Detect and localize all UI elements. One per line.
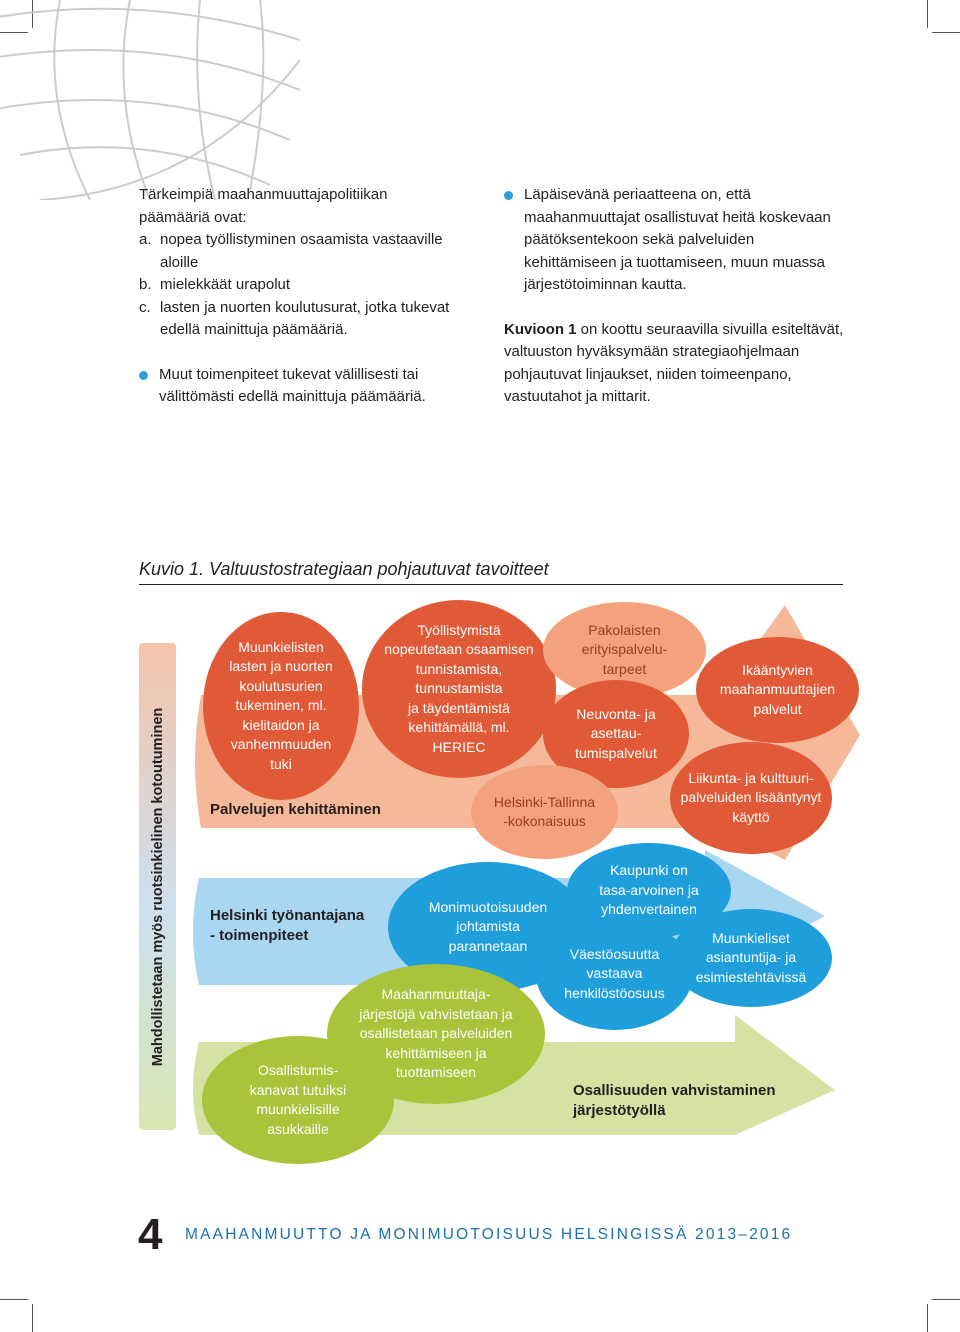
bullet-item <box>504 184 844 297</box>
globe-graphic <box>0 0 300 200</box>
publication-title: MAAHANMUUTTO JA MONIMUOTOISUUS HELSINGISSÄ 2013–2016 <box>185 1226 793 1243</box>
goal-ellipse: Helsinki-Tallinna -kokonaisuus <box>471 765 618 859</box>
bullet-icon <box>504 191 513 200</box>
bullet-text: Muut toimenpiteet tukevat välillisesti tai välittömästi edellä mainittuja päämääriä. <box>159 365 426 405</box>
goal-ellipse: Ikääntyvien maahanmuuttajien palvelut <box>696 637 859 743</box>
figure-divider <box>139 584 843 585</box>
figure-reference: Kuvioon 1 <box>504 320 577 338</box>
crop-mark <box>932 1299 960 1300</box>
vertical-label: Mahdollistetaan myös ruotsinkielinen kotoutuminen <box>149 707 166 1066</box>
list-text: lasten ja nuorten koulutusurat, jotka tukevat edellä mainittuja päämääriä. <box>160 298 450 338</box>
goal-ellipse: Muunkielisten lasten ja nuorten koulutusurien tukeminen, ml. kielitaidon ja vanhemmuuden tuki <box>203 612 359 800</box>
page-number: 4 <box>138 1210 163 1259</box>
vertical-side-bar <box>139 643 176 1130</box>
crop-mark <box>927 0 928 28</box>
list-letter: c. <box>139 298 151 316</box>
figure-intro <box>504 319 844 409</box>
goal-ellipse: Liikunta- ja kulttuuri- palveluiden lisääntynyt käyttö <box>670 742 832 854</box>
intro-text: Tärkeimpiä maahanmuuttajapolitiikan päämääriä ovat: <box>139 186 388 226</box>
list-letter: b. <box>139 276 152 293</box>
goal-ellipse: Kaupunki on tasa-arvoinen ja yhdenvertainen <box>567 843 731 938</box>
bullet-item <box>139 364 459 409</box>
figure-title: Kuvio 1. Valtuustostrategiaan pohjautuvat tavoitteet <box>139 559 549 579</box>
list-item <box>139 297 459 342</box>
goal-ellipse: Muunkieliset asiantuntija- ja esimiestehtävissä <box>670 909 832 1007</box>
bullet-icon <box>139 371 148 380</box>
figure-intro-text: on koottu seuraavilla sivuilla esiteltävät, valtuuston hyväksymään strategiaohjelmaan pohjautuvat linjaukset, niiden toimeenpano, vastuutahot ja mittarit. <box>504 320 844 405</box>
band-label-participation: Osallisuuden vahvistaminen järjestötyöllä <box>573 1082 776 1119</box>
goal-ellipse: Neuvonta- ja asettau- tumispalvelut <box>543 680 689 788</box>
list-letter: a. <box>139 231 152 248</box>
crop-mark <box>32 1304 33 1332</box>
right-column <box>504 184 844 409</box>
list-text: nopea työllistyminen osaamista vastaaville aloille <box>160 231 443 271</box>
crop-mark <box>0 1299 28 1300</box>
goal-ellipse: Pakolaisten erityispalvelu- tarpeet <box>543 602 706 698</box>
goal-ellipse: Väestöosuutta vastaava henkilöstöosuus <box>536 918 693 1030</box>
left-column <box>139 184 459 409</box>
goal-ellipse: Työllistymistä nopeutetaan osaamisen tunnistamista, tunnustamista ja täydentämistä kehittämällä, ml. HERIEC <box>362 600 556 778</box>
list-text: mielekkäät urapolut <box>160 276 291 293</box>
goal-ellipse: Monimuotoisuuden johtamista parannetaan <box>388 862 588 992</box>
crop-mark <box>932 32 960 33</box>
bullet-text: Läpäisevänä periaatteena on, että maahanmuuttajat osallistuvat heitä koskevaan päätöksentekoon sekä palveluiden kehittämiseen ja tuottamiseen, muun muassa järjestötoiminnan kautta. <box>524 186 831 293</box>
band-label-employer: Helsinki työnantajana - toimenpiteet <box>210 907 365 944</box>
crop-mark <box>927 1304 928 1332</box>
band-label-services: Palvelujen kehittäminen <box>210 801 381 818</box>
list-item <box>139 274 459 297</box>
list-item <box>139 229 459 274</box>
goal-ellipse: Osallistumis- kanavat tutuiksi muunkielisille asukkaille <box>202 1036 394 1164</box>
goal-ellipse: Maahanmuuttaja- järjestöjä vahvistetaan ja osallistetaan palveluiden kehittämiseen ja tuottamiseen <box>327 964 545 1104</box>
